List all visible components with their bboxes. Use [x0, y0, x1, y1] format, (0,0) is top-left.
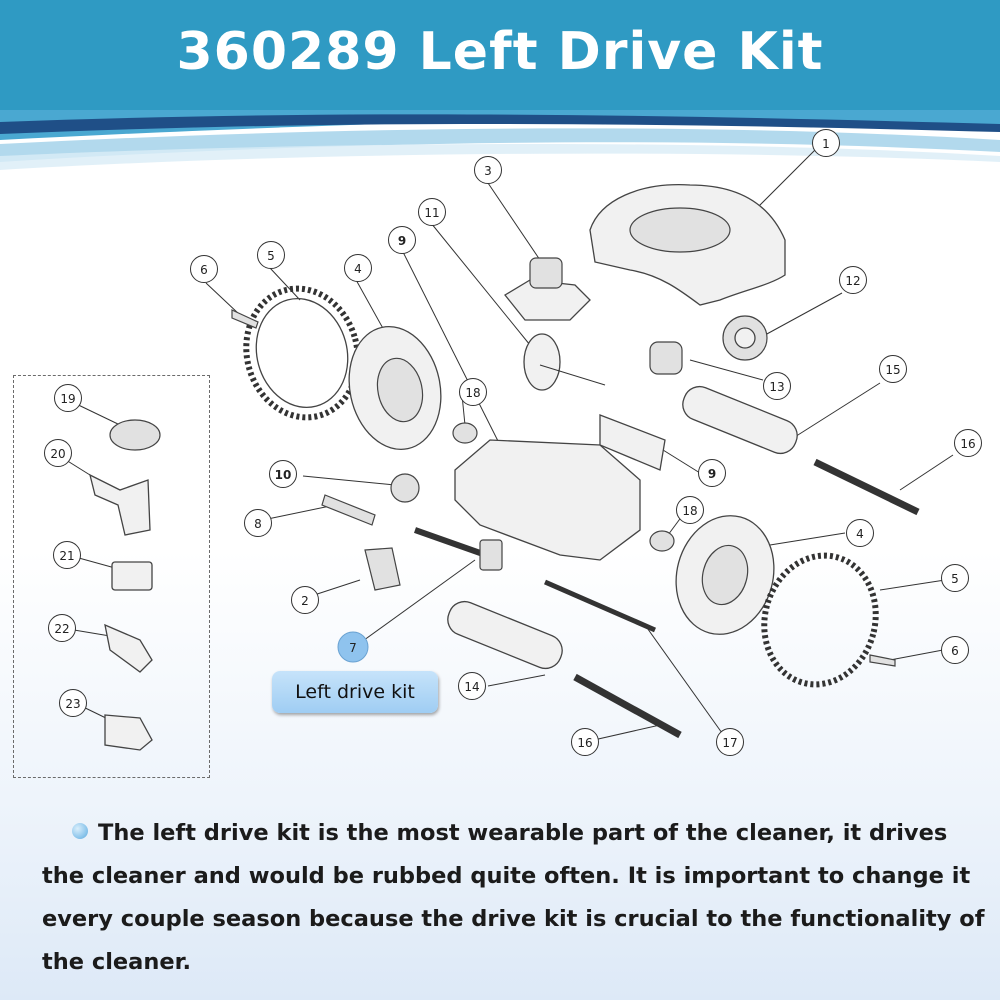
hose-22-part — [105, 625, 152, 672]
callout-4a — [345, 255, 372, 282]
elbow-20-part — [90, 475, 150, 535]
callout-20 — [45, 440, 72, 467]
svg-text:6: 6 — [200, 263, 208, 277]
adapter-21-part — [112, 562, 152, 590]
callout-1 — [813, 130, 840, 157]
callout-18b — [677, 497, 704, 524]
svg-text:17: 17 — [722, 736, 738, 750]
svg-text:18: 18 — [682, 504, 698, 518]
callout-22 — [49, 615, 76, 642]
svg-text:22: 22 — [54, 622, 70, 636]
description-block — [42, 812, 987, 984]
callout-2 — [292, 587, 319, 614]
callout-14 — [459, 673, 486, 700]
left-drive-kit-label: Left drive kit — [272, 671, 438, 713]
callout-10 — [270, 461, 297, 488]
screw-6-right-part — [870, 655, 895, 666]
callout-16a — [955, 430, 982, 457]
callout-4b — [847, 520, 874, 547]
callout-6b — [942, 637, 969, 664]
callout-21 — [54, 542, 81, 569]
svg-text:10: 10 — [274, 468, 292, 482]
svg-text:4: 4 — [354, 262, 362, 276]
svg-text:13: 13 — [769, 380, 785, 394]
callout-16b — [572, 729, 599, 756]
svg-text:5: 5 — [267, 249, 275, 263]
drive-shaft-8-part — [322, 495, 375, 525]
svg-text:12: 12 — [845, 274, 861, 288]
roller-14-part — [443, 597, 567, 673]
svg-text:3: 3 — [484, 164, 492, 178]
callout-13 — [764, 373, 791, 400]
callout-23 — [60, 690, 87, 717]
svg-text:23: 23 — [65, 697, 81, 711]
svg-text:7: 7 — [349, 641, 357, 655]
callout-9a — [389, 227, 416, 254]
svg-text:16: 16 — [577, 736, 593, 750]
gear-10-part — [391, 474, 419, 502]
svg-text:2: 2 — [301, 594, 309, 608]
ring-19-part — [110, 420, 160, 450]
svg-text:11: 11 — [424, 206, 440, 220]
axle-16b-part — [575, 677, 680, 735]
svg-text:1: 1 — [822, 137, 830, 151]
callout-17 — [717, 729, 744, 756]
svg-text:9: 9 — [707, 467, 717, 481]
callout-19 — [55, 385, 82, 412]
svg-text:20: 20 — [50, 447, 66, 461]
cuff-23-part — [105, 715, 152, 750]
svg-text:4: 4 — [856, 527, 864, 541]
callout-9b — [699, 460, 726, 487]
svg-text:14: 14 — [464, 680, 480, 694]
callout-3 — [475, 157, 502, 184]
description-text: The left drive kit is the most wearable part of the cleaner, it drives the cleaner and would be rubbed quite often. It is important to change it every couple season because the drive kit is crucial to the functionality of the cleaner. — [42, 820, 985, 975]
bearing-18a-part — [453, 423, 477, 443]
callout-7-highlighted — [338, 632, 368, 662]
callout-15 — [880, 356, 907, 383]
axle-16-part — [815, 462, 918, 512]
bullet-icon — [72, 823, 88, 839]
bar-17-part — [545, 582, 655, 630]
svg-text:19: 19 — [60, 392, 76, 406]
callout-5b — [942, 565, 969, 592]
pulley-part — [524, 334, 560, 390]
callout-11 — [419, 199, 446, 226]
callout-5a — [258, 242, 285, 269]
svg-text:18: 18 — [465, 386, 481, 400]
callout-12 — [840, 267, 867, 294]
page-title: 360289 Left Drive Kit — [176, 22, 824, 82]
screw-6-left-part — [232, 310, 258, 328]
clip-2-part — [365, 548, 400, 590]
callout-18a — [460, 379, 487, 406]
bearing-18b-part — [650, 531, 674, 551]
svg-text:21: 21 — [59, 549, 75, 563]
svg-text:15: 15 — [885, 363, 901, 377]
svg-text:8: 8 — [254, 517, 262, 531]
svg-text:5: 5 — [951, 572, 959, 586]
svg-text:9: 9 — [397, 234, 407, 248]
gear-13-part — [650, 342, 682, 374]
svg-text:16: 16 — [960, 437, 976, 451]
svg-text:6: 6 — [951, 644, 959, 658]
callout-6a — [191, 256, 218, 283]
callout-8 — [245, 510, 272, 537]
